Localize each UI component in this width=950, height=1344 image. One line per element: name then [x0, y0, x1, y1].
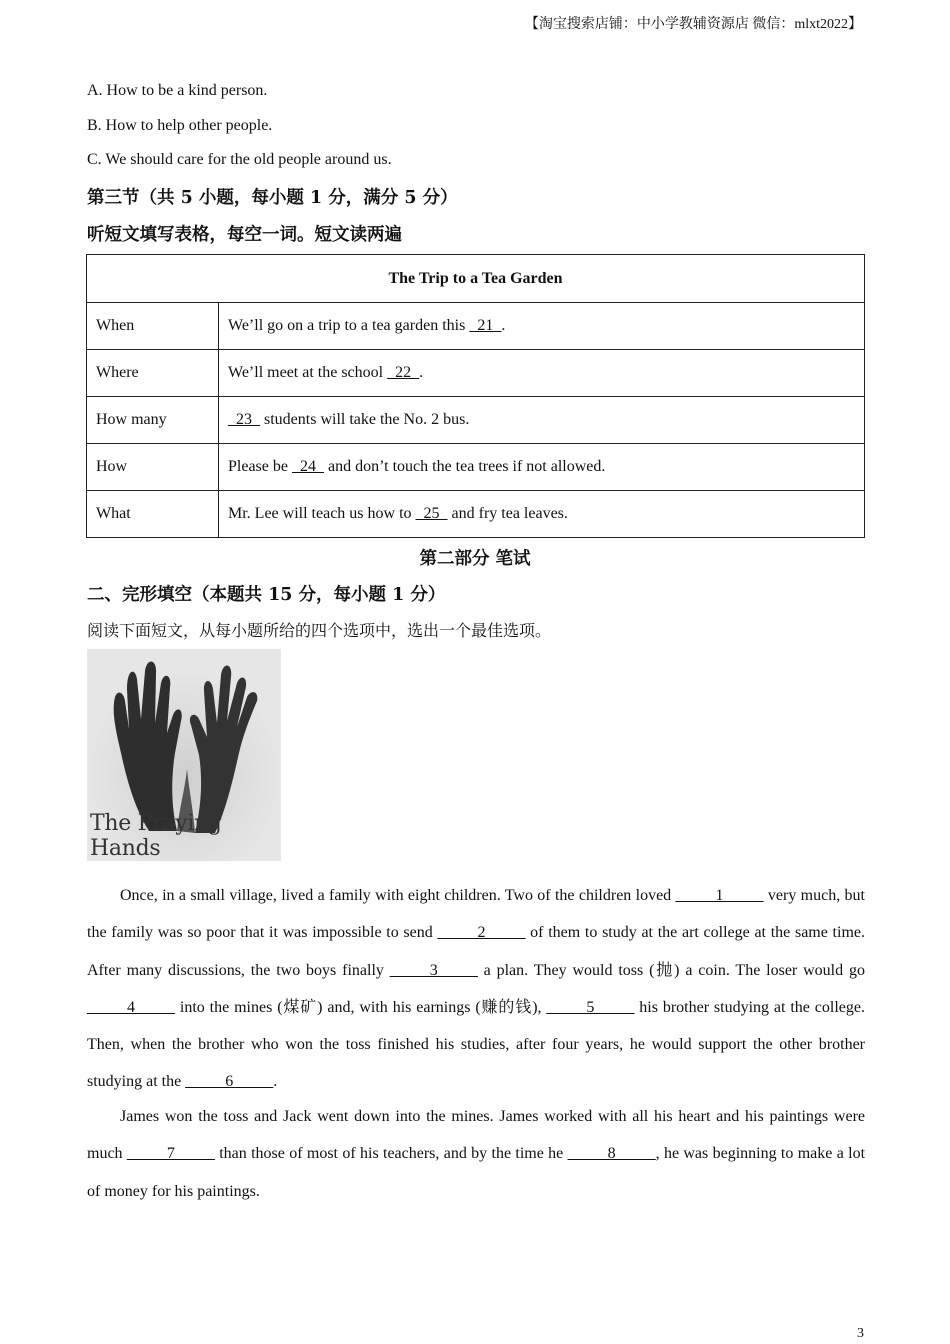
- row-text-after: and don’t touch the tea trees if not allowed.: [323, 458, 606, 475]
- passage-text: very much, but the family was so poor that it was impossible to send: [87, 887, 866, 942]
- cloze-heading: 二、完形填空（本题共 15 分，每小题 1 分）: [87, 585, 446, 605]
- row-content: [219, 350, 865, 397]
- passage-text: James won the toss and Jack went down into the mines. James worked with all his heart and his paintings were much: [87, 1108, 865, 1163]
- cloze-blank: _____5_____: [546, 998, 635, 1016]
- row-label: When: [87, 303, 219, 350]
- row-label: How many: [87, 397, 219, 444]
- row-label: What: [87, 491, 219, 538]
- passage-text: a plan. They would toss (抛) a coin. The loser would go: [477, 961, 865, 979]
- row-content: [219, 397, 865, 444]
- cloze-instruction: 阅读下面短文，从每小题所给的四个选项中，选出一个最佳选项。: [87, 623, 552, 640]
- row-text-after: students will take the No. 2 bus.: [260, 411, 470, 428]
- passage-text: , he was beginning to make a lot of money for his paintings.: [87, 1145, 866, 1200]
- row-text-before: We’ll meet at the school: [228, 364, 388, 381]
- passage-paragraph-2: [87, 1098, 865, 1210]
- option-c: C. We should care for the old people around us.: [87, 151, 392, 168]
- section3-heading: 第三节（共 5 小题，每小题 1 分，满分 5 分）: [87, 188, 458, 208]
- passage-text: of them to study at the art college at the same time. After many discussions, the two boys finally: [87, 924, 865, 979]
- praying-hands-image: [87, 649, 281, 861]
- passage-text: Once, in a small village, lived a family with eight children. Two of the children loved: [120, 887, 676, 904]
- table-row: [87, 350, 865, 397]
- table-row: [87, 444, 865, 491]
- row-text-after: .: [501, 317, 506, 334]
- answer-blank-23: 23: [228, 411, 260, 428]
- answer-blank-22: 22: [387, 364, 420, 381]
- cloze-blank: _____4_____: [87, 998, 175, 1016]
- row-label: Where: [87, 350, 219, 397]
- cloze-blank: _____8_____: [567, 1145, 656, 1163]
- passage-text: .: [273, 1073, 278, 1091]
- page-number: 3: [857, 1326, 864, 1341]
- table-row: [87, 397, 865, 444]
- page-header-shop-info: 【淘宝搜索店铺：中小学教辅资源店 微信：mlxt2022】: [524, 17, 862, 32]
- row-content: [219, 444, 865, 491]
- row-text-before: Mr. Lee will teach us how to: [228, 505, 416, 522]
- cloze-blank: _____2_____: [437, 924, 526, 942]
- passage-text: into the mines (煤矿) and, with his earnings (赚的钱),: [175, 998, 547, 1016]
- cloze-blank: _____1_____: [675, 887, 764, 904]
- table-row: [87, 491, 865, 538]
- section3-instruction: 听短文填写表格，每空一词。短文读两遍: [87, 225, 402, 245]
- row-text-before: Please be: [228, 458, 292, 475]
- row-label: How: [87, 444, 219, 491]
- part2-heading: 第二部分 笔试: [419, 549, 531, 569]
- row-text-before: We’ll go on a trip to a tea garden this: [228, 317, 470, 334]
- answer-blank-24: 24: [291, 458, 324, 475]
- passage-text: his brother studying at the college. Then, when the brother who won the toss finished his studies, after four years, he would support the other brother studying at the: [87, 998, 865, 1091]
- image-caption: The Praying Hands: [90, 811, 222, 861]
- option-a: A. How to be a kind person.: [87, 82, 268, 99]
- trip-table: [86, 254, 865, 538]
- cloze-blank: _____3_____: [389, 961, 478, 979]
- option-b: B. How to help other people.: [87, 117, 273, 134]
- table-row: [87, 303, 865, 350]
- row-content: [219, 303, 865, 350]
- cloze-blank: _____6_____: [185, 1073, 274, 1091]
- passage-text: than those of most of his teachers, and by the time he: [214, 1145, 568, 1163]
- table-title: The Trip to a Tea Garden: [87, 255, 865, 303]
- answer-blank-25: 25: [415, 505, 448, 522]
- row-content: [219, 491, 865, 538]
- passage-paragraph-1: [87, 877, 865, 1101]
- row-text-after: and fry tea leaves.: [447, 505, 568, 522]
- cloze-blank: _____7_____: [126, 1145, 215, 1163]
- row-text-after: .: [419, 364, 424, 381]
- answer-blank-21: 21: [469, 317, 502, 334]
